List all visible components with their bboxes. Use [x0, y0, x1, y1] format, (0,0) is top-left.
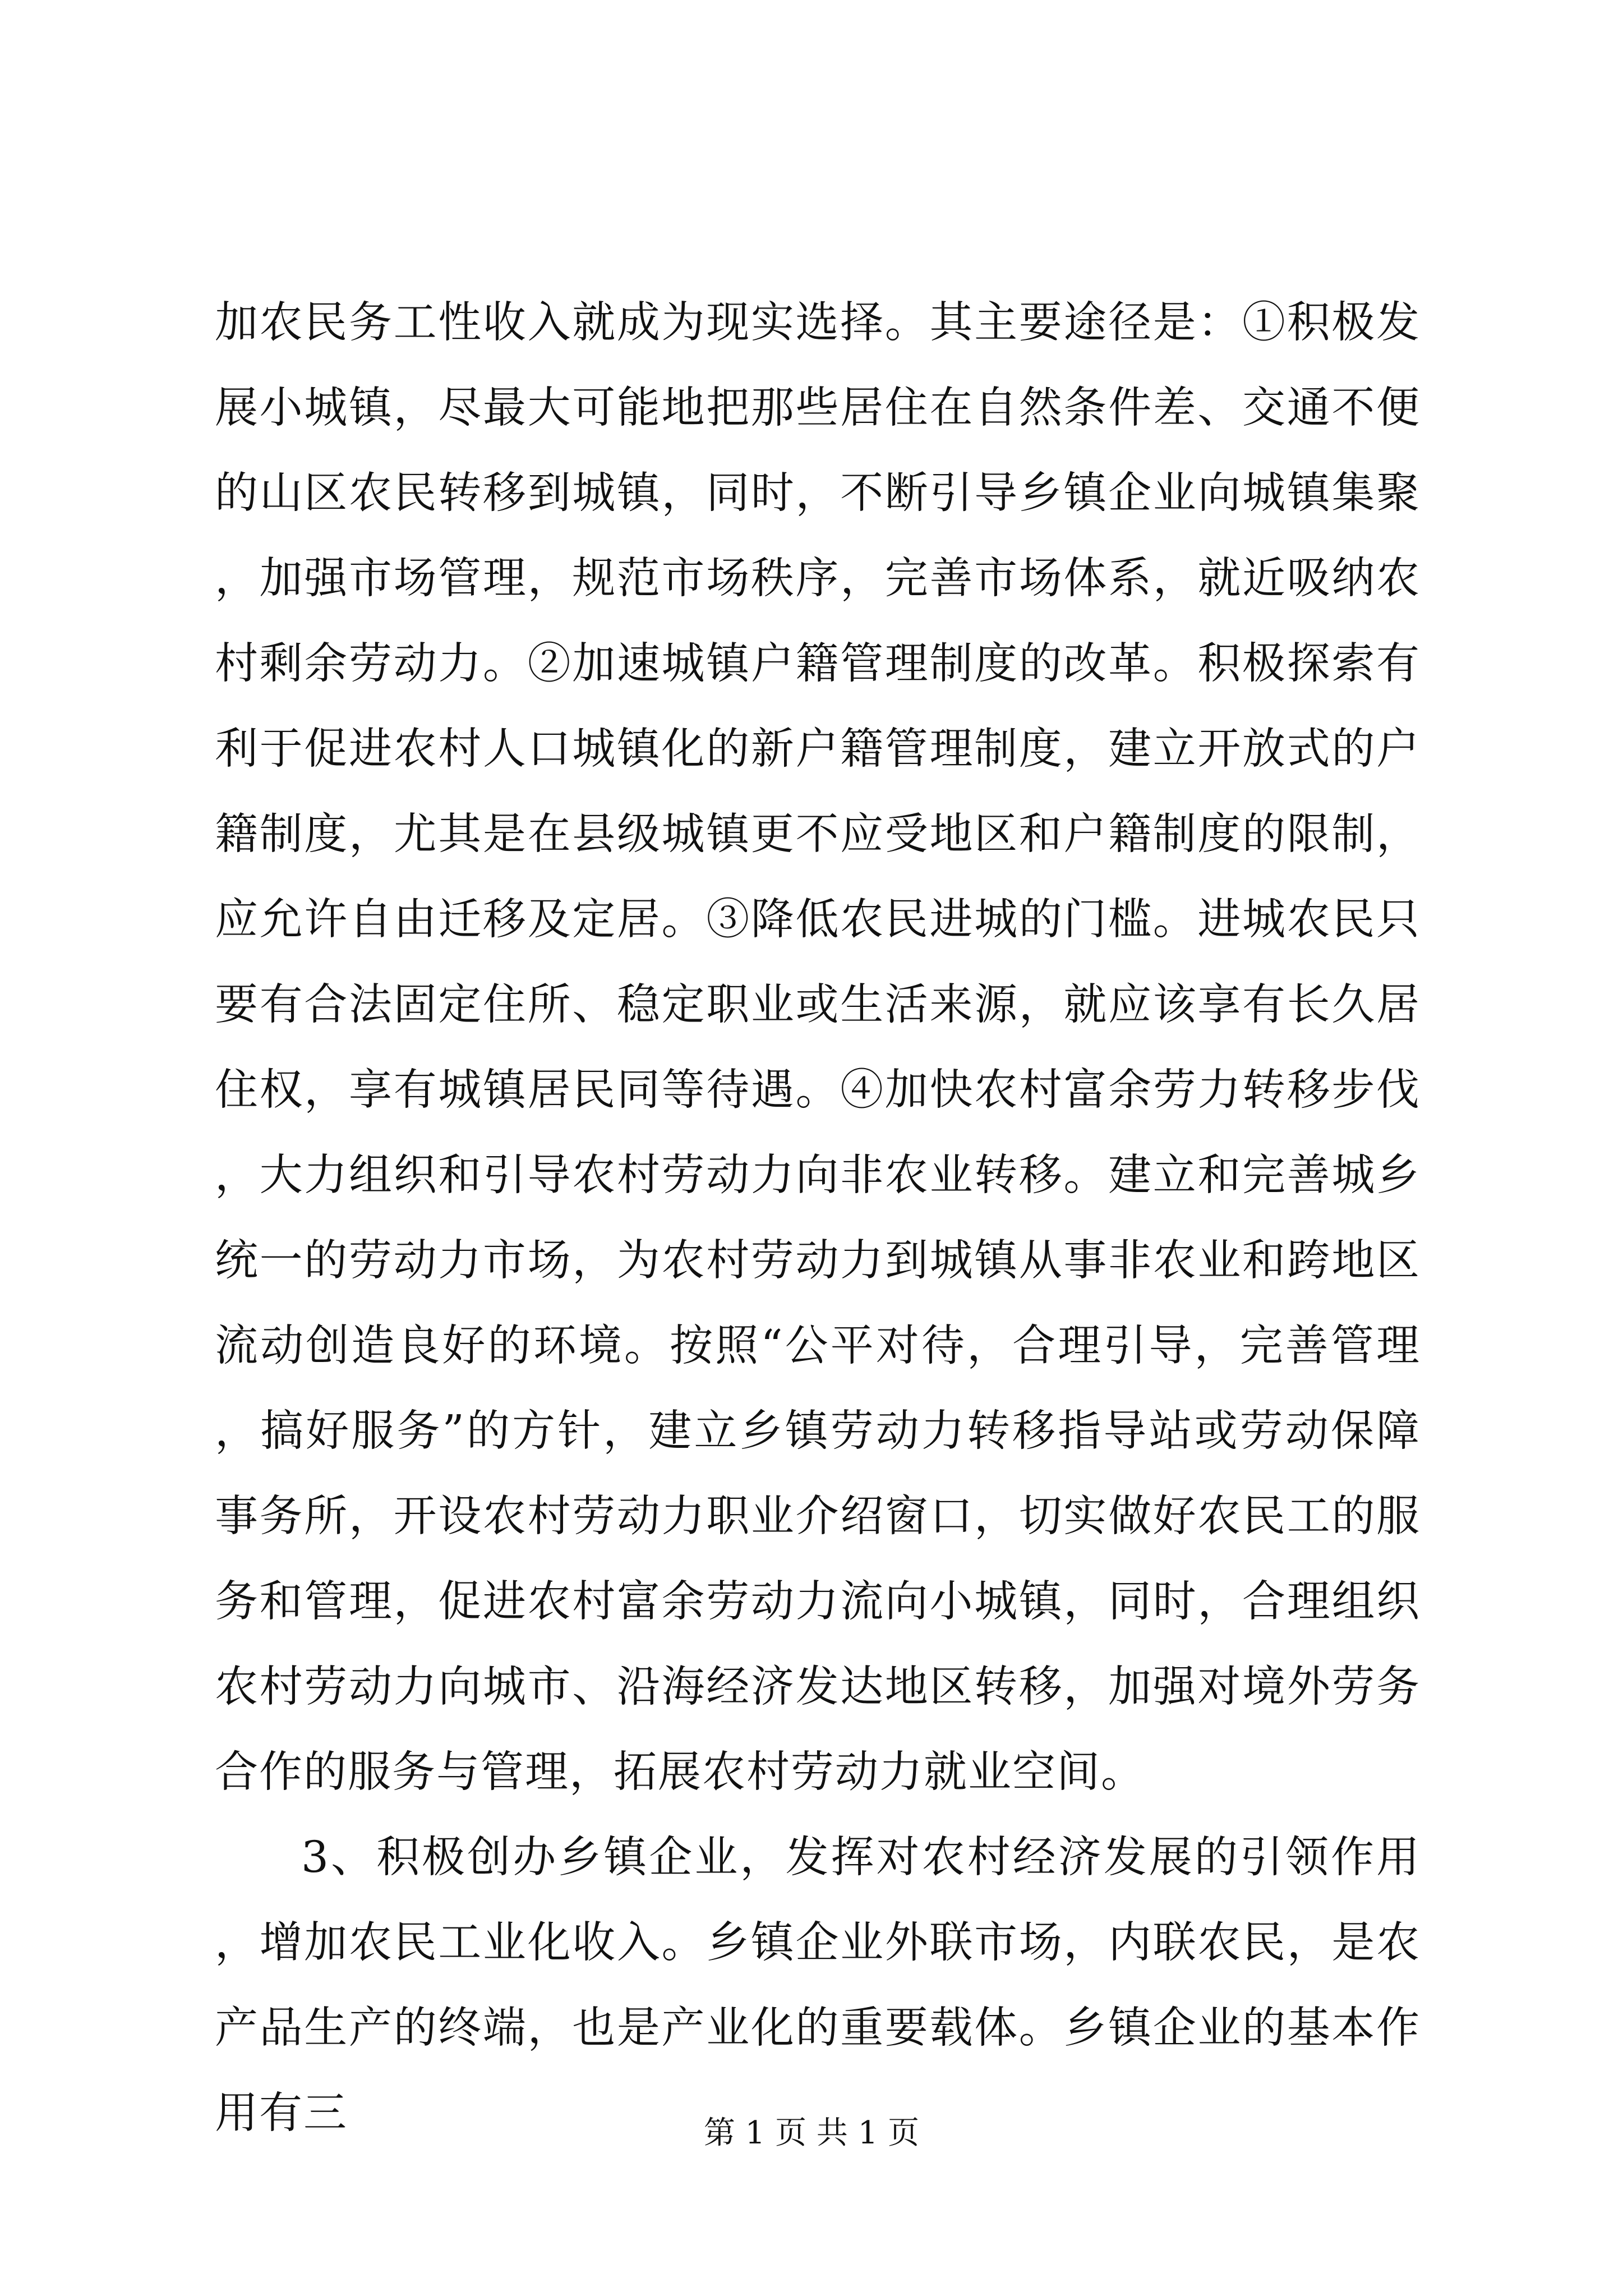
paragraph-2: 3、积极创办乡镇企业，发挥对农村经济发展的引领作用，增加农民工业化收入。乡镇企业外联市场，内联农民，是农产品生产的终端，也是产业化的重要载体。乡镇企业的基本作用有三 [215, 1833, 1421, 2138]
document-body [215, 280, 1421, 2156]
page-footer: 第 1 页 共 1 页 [703, 2115, 920, 2151]
paragraph-1: 加农民务工性收入就成为现实选择。其主要途径是：①积极发展小城镇，尽最大可能地把那些居住在自然条件差、交通不便的山区农民转移到城镇，同时，不断引导乡镇企业向城镇集聚，加强市场管理，规范市场秩序，完善市场体系，就近吸纳农村剩余劳动力。②加速城镇户籍管理制度的改革。积极探索有利于促进农村人口城镇化的新户籍管理制度，建立开放式的户籍制度，尤其是在县级城镇更不应受地区和户籍制度的限制，应允许自由迁移及定居。③降低农民进城的门槛。进城农民只要有合法固定住所、稳定职业或生活来源，就应该享有长久居住权，享有城镇居民同等待遇。④加快农村富余劳力转移步伐，大力组织和引导农村劳动力向非农业转移。建立和完善城乡统一的劳动力市场，为农村劳动力到城镇从事非农业和跨地区流动创造良好的环境。按照“公平对待，合理引导，完善管理，搞好服务”的方针，建立乡镇劳动力转移指导站或劳动保障事务所，开设农村劳动力职业介绍窗口，切实做好农民工的服务和管理，促进农村富余劳动力流向小城镇，同时，合理组织农村劳动力向城市、沿海经济发达地区转移，加强对境外劳务合作的服务与管理，拓展农村劳动力就业空间。 [215, 298, 1421, 1797]
